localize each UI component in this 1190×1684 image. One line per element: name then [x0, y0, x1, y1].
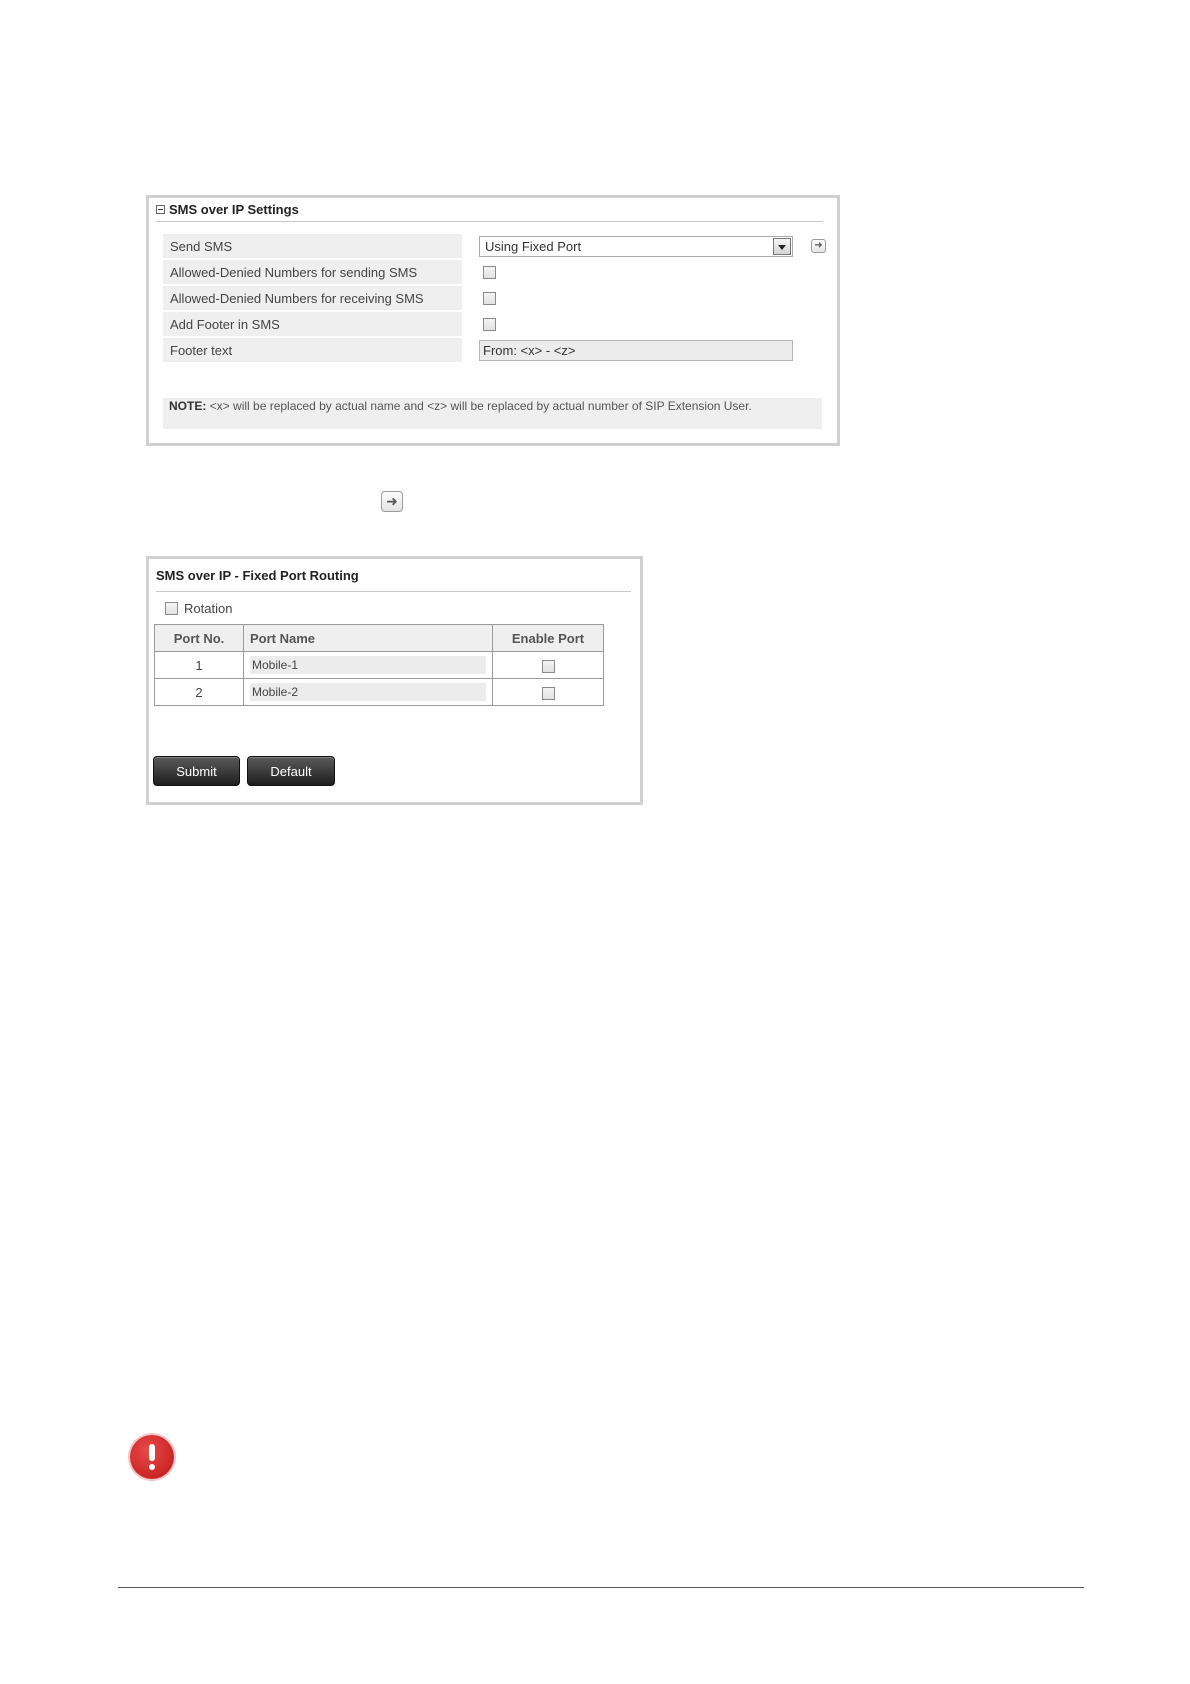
rotation-option	[165, 600, 232, 616]
settings-panel-title: SMS over IP Settings	[169, 202, 299, 217]
column-header-port-no: Port No.	[155, 625, 244, 652]
arrow-right-icon[interactable]: ➜	[811, 239, 826, 253]
rotation-label: Rotation	[184, 600, 233, 616]
arrow-right-icon: ➜	[381, 491, 403, 512]
note-body: <x> will be replaced by actual name and <z> will be replaced by actual number of SIP Extension User.	[206, 399, 752, 413]
enable-port-checkbox[interactable]	[542, 660, 555, 673]
collapse-icon[interactable]	[156, 205, 165, 214]
ports-table	[154, 624, 604, 706]
note-prefix: NOTE:	[169, 399, 207, 413]
table-row	[155, 679, 604, 706]
port-no-cell: 1	[155, 652, 244, 679]
footer-text-label: Footer text	[163, 338, 462, 362]
default-button[interactable]: Default	[247, 756, 335, 786]
column-header-enable-port: Enable Port	[493, 625, 604, 652]
allowed-denied-receiving-checkbox[interactable]	[483, 292, 496, 305]
note-text	[163, 398, 822, 429]
send-sms-label: Send SMS	[163, 234, 462, 258]
port-no-cell: 2	[155, 679, 244, 706]
add-footer-checkbox[interactable]	[483, 318, 496, 331]
enable-port-cell	[493, 679, 604, 706]
allowed-denied-sending-checkbox[interactable]	[483, 266, 496, 279]
fixed-port-routing-panel	[146, 556, 643, 805]
sms-over-ip-settings-panel	[146, 195, 840, 446]
routing-panel-title: SMS over IP - Fixed Port Routing	[156, 559, 631, 592]
port-name-input[interactable]: Mobile-2	[250, 683, 486, 701]
chevron-down-icon[interactable]	[773, 238, 791, 255]
allowed-denied-receiving-label: Allowed-Denied Numbers for receiving SMS	[163, 286, 462, 310]
column-header-port-name: Port Name	[244, 625, 493, 652]
port-name-cell	[244, 679, 493, 706]
port-name-input[interactable]: Mobile-1	[250, 656, 486, 674]
send-sms-select[interactable]	[479, 236, 793, 257]
exclamation-warning-icon	[130, 1435, 174, 1479]
settings-panel-header[interactable]	[156, 198, 823, 222]
enable-port-cell	[493, 652, 604, 679]
port-name-cell	[244, 652, 493, 679]
footer-text-input[interactable]: From: <x> - <z>	[479, 340, 793, 361]
table-row	[155, 652, 604, 679]
rotation-checkbox[interactable]	[165, 602, 178, 615]
add-footer-label: Add Footer in SMS	[163, 312, 462, 336]
send-sms-select-value: Using Fixed Port	[485, 239, 582, 254]
table-header-row	[155, 625, 604, 652]
footer-divider	[118, 1587, 1084, 1588]
enable-port-checkbox[interactable]	[542, 687, 555, 700]
submit-button[interactable]: Submit	[153, 756, 240, 786]
allowed-denied-sending-label: Allowed-Denied Numbers for sending SMS	[163, 260, 462, 284]
